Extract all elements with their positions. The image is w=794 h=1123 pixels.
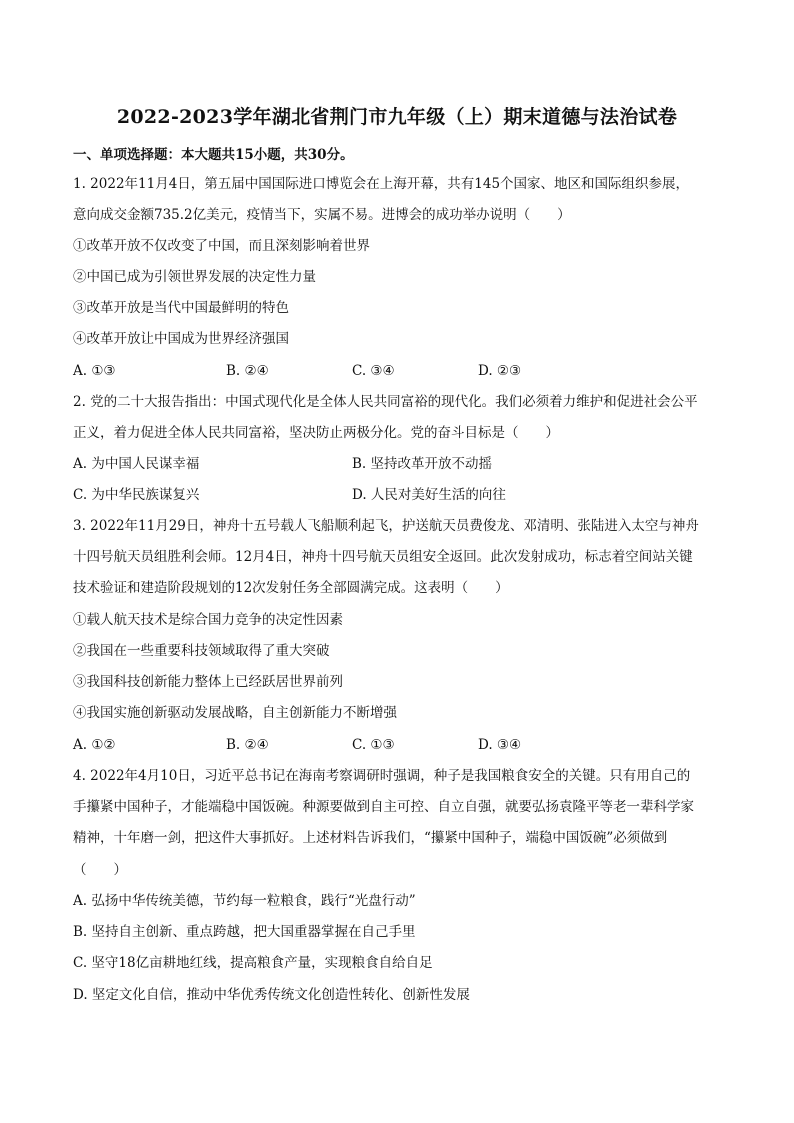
q3-option-a: A. ①② [73,737,116,753]
exam-title: 2022-2023学年湖北省荆门市九年级（上）期末道德与法治试卷 [116,106,678,128]
q1-stem-line-2: 意向成交金额735.2亿美元，疫情当下，实属不易。进博会的成功举办说明（ ） [73,207,571,223]
q4-option-d: D. 坚定文化自信，推动中华优秀传统文化创造性转化、创新性发展 [73,987,470,1003]
q3-stem-line-1: 3. 2022年11月29日，神舟十五号载人飞船顺利起飞，护送航天员费俊龙、邓清明、张陆进入太空与神舟 [73,518,699,534]
q1-statement-4: ④改革开放让中国成为世界经济强国 [73,331,289,347]
q3-statement-3: ③我国科技创新能力整体上已经跃居世界前列 [73,674,343,690]
q2-stem-line-2: 正义，着力促进全体人民共同富裕，坚决防止两极分化。党的奋斗目标是（ ） [73,425,559,441]
q3-stem-line-2: 十四号航天员组胜利会师。12月4日，神舟十四号航天员组安全返回。此次发射成功，标志着空间站关键 [73,549,693,565]
q4-stem-line-2: 手攥紧中国种子，才能端稳中国饭碗。种源要做到自主可控、自立自强，就要弘扬袁隆平等老一辈科学家 [73,799,694,815]
q3-statement-4: ④我国实施创新驱动发展战略，自主创新能力不断增强 [73,705,397,721]
q1-option-d: D. ②③ [478,363,522,379]
section-heading: 一、单项选择题：本大题共15小题，共30分。 [73,147,354,163]
q2-option-c: C. 为中华民族谋复兴 [73,487,200,503]
q4-option-c: C. 坚守18亿亩耕地红线，提高粮食产量，实现粮食自给自足 [73,955,433,971]
q4-stem-line-3: 精神，十年磨一剑，把这件大事抓好。上述材料告诉我们，“攥紧中国种子，端稳中国饭碗”必须做到 [73,830,668,846]
q1-option-c: C. ③④ [352,363,395,379]
q2-stem-line-1: 2. 党的二十大报告指出：中国式现代化是全体人民共同富裕的现代化。我们必须着力维护和促进社会公平 [73,394,698,410]
q3-option-d: D. ③④ [478,737,522,753]
q2-option-b: B. 坚持改革开放不动摇 [352,456,493,472]
q1-statement-3: ③改革开放是当代中国最鲜明的特色 [73,300,289,316]
q3-option-b: B. ②④ [226,737,269,753]
q3-statement-1: ①载人航天技术是综合国力竞争的决定性因素 [73,612,343,628]
q4-option-a: A. 弘扬中华传统美德，节约每一粒粮食，践行“光盘行动” [73,893,416,909]
q2-option-a: A. 为中国人民谋幸福 [73,456,200,472]
q1-statement-1: ①改革开放不仅改变了中国，而且深刻影响着世界 [73,238,370,254]
q3-statement-2: ②我国在一些重要科技领域取得了重大突破 [73,643,330,659]
q3-stem-line-3: 技术验证和建造阶段规划的12次发射任务全部圆满完成。这表明（ ） [73,580,509,596]
q1-statement-2: ②中国已成为引领世界发展的决定性力量 [73,269,316,285]
q4-stem-line-4: （ ） [73,862,127,878]
q4-stem-line-1: 4. 2022年4月10日，习近平总书记在海南考察调研时强调，种子是我国粮食安全的关键。只有用自己的 [73,768,691,784]
q2-option-d: D. 人民对美好生活的向往 [352,487,506,503]
q3-option-c: C. ①③ [352,737,395,753]
q1-option-a: A. ①③ [73,363,116,379]
q1-stem-line-1: 1. 2022年11月4日，第五届中国国际进口博览会在上海开幕，共有145个国家、地区和国际组织参展， [73,176,690,192]
q1-option-b: B. ②④ [226,363,269,379]
q4-option-b: B. 坚持自主创新、重点跨越，把大国重器掌握在自己手里 [73,924,416,940]
